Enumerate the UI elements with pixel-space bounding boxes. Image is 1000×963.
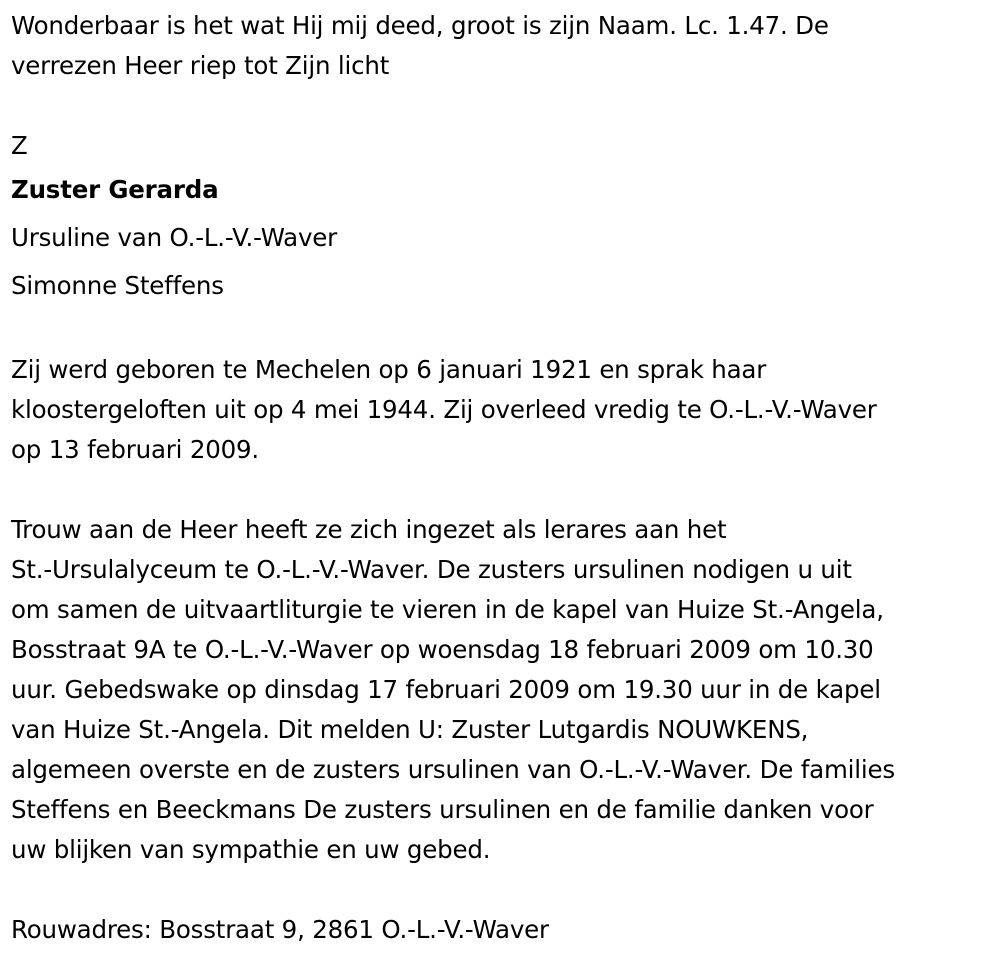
body-line-4: Bosstraat 9A te O.-L.-V.-Waver op woensdag 18 februari 2009 om 10.30 [11, 635, 874, 664]
body-line-5: uur. Gebedswake op dinsdag 17 februari 2009 om 19.30 uur in de kapel [11, 675, 881, 704]
bio-paragraph [11, 350, 990, 470]
body-line-8: Steffens en Beeckmans De zusters ursulinen en de familie danken voor [11, 795, 874, 824]
person-order: Ursuline van O.-L.-V.-Waver [11, 223, 338, 252]
mourning-address: Rouwadres: Bosstraat 9, 2861 O.-L.-V.-Waver [11, 915, 549, 944]
spacer [11, 470, 990, 510]
opening-line-2: verrezen Heer riep tot Zijn licht [11, 51, 390, 80]
body-line-1: Trouw aan de Heer heeft ze zich ingezet als lerares aan het [11, 515, 727, 544]
body-line-2: St.-Ursulalyceum te O.-L.-V.-Waver. De zusters ursulinen nodigen u uit [11, 555, 852, 584]
body-line-6: van Huize St.-Angela. Dit melden U: Zuster Lutgardis NOUWKENS, [11, 715, 809, 744]
bio-line-2: kloostergeloften uit op 4 mei 1944. Zij overleed vredig te O.-L.-V.-Waver [11, 395, 877, 424]
body-paragraph [11, 510, 990, 870]
body-line-7: algemeen overste en de zusters ursulinen van O.-L.-V.-Waver. De families [11, 755, 895, 784]
spacer [11, 310, 990, 350]
spacer [11, 870, 990, 910]
person-name: Zuster Gerarda [11, 175, 219, 204]
bio-line-3: op 13 februari 2009. [11, 435, 259, 464]
body-line-9: uw blijken van sympathie en uw gebed. [11, 835, 491, 864]
bio-line-1: Zij werd geboren te Mechelen op 6 januari 1921 en sprak haar [11, 355, 767, 384]
section-initial: Z [11, 131, 28, 160]
body-line-3: om samen de uitvaartliturgie te vieren in de kapel van Huize St.-Angela, [11, 595, 884, 624]
opening-line-1: Wonderbaar is het wat Hij mij deed, groot is zijn Naam. Lc. 1.47. De [11, 11, 829, 40]
opening-verse [11, 6, 990, 86]
person-civil-name: Simonne Steffens [11, 271, 224, 300]
spacer [11, 86, 990, 126]
